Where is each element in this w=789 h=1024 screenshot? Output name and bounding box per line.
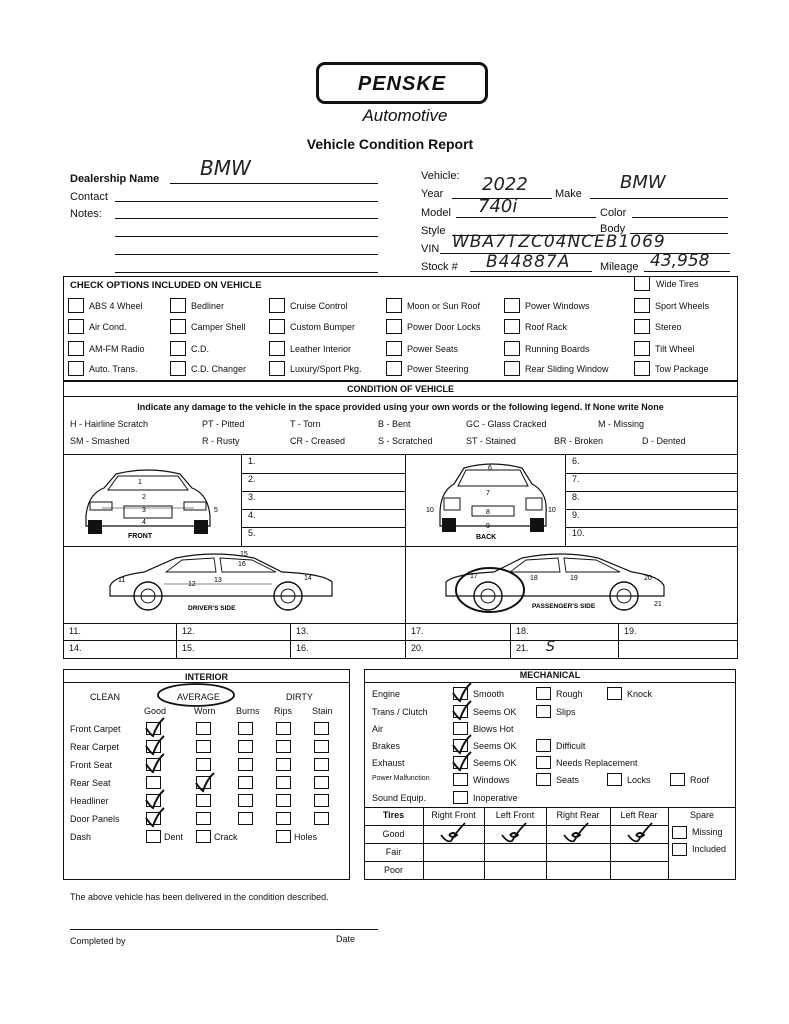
condition-divider [63,396,738,397]
interior-row-headliner: Headliner [70,796,109,806]
vin-value[interactable]: WBA7TZC04NCEB1069 [452,232,666,252]
tire-good-check-right-front [439,823,469,845]
mech-checkbox-engine-rough[interactable] [536,687,551,700]
diagram-bottom-line [63,623,738,624]
make-value[interactable]: BMW [620,172,666,193]
diagram-mid-line [63,546,738,547]
tires-col-left-front: Left Front [495,810,535,820]
spare-option-missing: Missing [692,827,723,837]
tires-col-left-rear: Left Rear [620,810,658,820]
mech-checkbox-brakes-difficult[interactable] [536,739,551,752]
option-checkbox-stereo[interactable] [634,319,650,334]
vehicle-heading: Vehicle: [421,170,460,182]
mech-row-power-malfunction: Power Malfunction [372,775,430,782]
passenger-label: PASSENGER'S SIDE [532,603,596,610]
num-row-divider-4 [510,623,511,659]
interior-checkbox-rear-carpet-worn[interactable] [196,740,211,753]
interior-checkbox-front-seat-stain[interactable] [314,758,329,771]
make-label: Make [555,188,582,200]
interior-row-dash: Dash [70,832,92,842]
mech-option-trans-clutch-seems-ok: Seems OK [473,707,517,717]
mech-checkbox-power-malfunction-locks[interactable] [607,773,622,786]
dash-label-crack: Crack [214,832,238,842]
mech-row-exhaust: Exhaust [372,758,405,768]
completed-by-line[interactable] [70,929,378,930]
mech-option-sound-equip-inoperative: Inoperative [473,793,518,803]
back-num-6: 6 [488,465,492,472]
num-cell-21[interactable]: 21. [516,643,529,653]
tires-row-good: Good [382,829,405,839]
legend-item-m-missing: M - Missing [598,419,645,429]
option-label-running-boards: Running Boards [525,344,590,354]
num-cell-17[interactable]: 17. [411,626,424,636]
interior-checkbox-front-carpet-burns[interactable] [238,722,253,735]
option-label-abs-4-wheel: ABS 4 Wheel [89,301,143,311]
spare-checkbox-included[interactable] [672,843,687,856]
clean-label: CLEAN [90,692,121,702]
option-label-power-door-locks: Power Door Locks [407,322,481,332]
option-checkbox-luxury-sport-pkg[interactable] [269,361,285,376]
logo-text: PENSKE [357,73,447,95]
front-num-4: 4 [142,519,146,526]
mech-checkbox-engine-knock[interactable] [607,687,622,700]
spare-checkbox-missing[interactable] [672,826,687,839]
back-num-10-left: 10 [426,507,434,514]
tires-col-right-front: Right Front [431,810,476,820]
option-checkbox-custom-bumper[interactable] [269,319,285,334]
entry-line-right-6[interactable] [565,473,738,474]
num-row-divider-3 [405,623,406,659]
pass-num-20: 20 [644,575,652,582]
driver-num-14: 14 [304,575,312,582]
pass-num-19: 19 [570,575,578,582]
mech-row-trans-clutch: Trans / Clutch [372,707,428,717]
option-checkbox-power-windows[interactable] [504,298,520,313]
notes-label: Notes: [70,208,102,220]
mech-option-air-blows-hot: Blows Hot [473,724,514,734]
legend-item-t-torn: T - Torn [290,419,321,429]
mech-checkbox-power-malfunction-windows[interactable] [453,773,468,786]
center-divider [405,454,406,623]
interior-good-check-front-carpet [144,718,166,738]
color-label: Color [600,207,627,219]
interior-checkbox-door-panels-stain[interactable] [314,812,329,825]
mech-check-engine [451,683,473,703]
mech-checkbox-sound-equip-inoperative[interactable] [453,791,468,804]
option-checkbox-leather-interior[interactable] [269,341,285,356]
entry-num-right-6: 6. [572,456,580,466]
tire-good-check-right-rear [562,823,592,845]
entry-line-right-7[interactable] [565,491,738,492]
interior-checkbox-door-panels-rips[interactable] [276,812,291,825]
car-back-diagram [426,462,566,542]
option-label-power-steering: Power Steering [407,364,469,374]
car-driver-side-diagram [104,552,344,620]
option-checkbox-bedliner[interactable] [170,298,186,313]
option-checkbox-camper-shell[interactable] [170,319,186,334]
entry-line-left-2[interactable] [241,491,405,492]
year-value[interactable]: 2022 [482,174,528,195]
option-checkbox-tilt-wheel[interactable] [634,341,650,356]
option-label-stereo: Stereo [655,322,682,332]
interior-good-check-front-seat [144,754,166,774]
front-num-5: 5 [214,507,218,514]
logo-subtitle: Automotive [362,106,448,125]
option-label-roof-rack: Roof Rack [525,322,568,332]
option-checkbox-roof-rack[interactable] [504,319,520,334]
entry-line-right-8[interactable] [565,509,738,510]
legend-item-s-scratched: S - Scratched [378,436,433,446]
mech-option-brakes-seems-ok: Seems OK [473,741,517,751]
mech-option-power-malfunction-locks: Locks [627,775,651,785]
option-checkbox-power-steering[interactable] [386,361,402,376]
contact-label: Contact [70,191,108,203]
interior-checkbox-rear-seat-rips[interactable] [276,776,291,789]
interior-checkbox-headliner-stain[interactable] [314,794,329,807]
option-label-moon-or-sun-roof: Moon or Sun Roof [407,301,481,311]
option-checkbox-power-door-locks[interactable] [386,319,402,334]
driver-label: DRIVER'S SIDE [188,605,236,612]
back-num-9: 9 [486,523,490,530]
option-label-auto-trans: Auto. Trans. [89,364,138,374]
driver-num-12: 12 [188,581,196,588]
legend-item-br-broken: BR - Broken [554,436,604,446]
option-checkbox-abs-4-wheel[interactable] [68,298,84,313]
interior-checkbox-front-carpet-worn[interactable] [196,722,211,735]
dirty-label: DIRTY [286,692,313,702]
legend-item-d-dented: D - Dented [642,436,686,446]
mech-option-engine-knock: Knock [627,689,653,699]
tires-col-tires: Tires [382,810,405,820]
interior-checkbox-rear-carpet-stain[interactable] [314,740,329,753]
mech-checkbox-air-blows-hot[interactable] [453,722,468,735]
mech-option-exhaust-needs-replacement: Needs Replacement [556,758,638,768]
options-heading: CHECK OPTIONS INCLUDED ON VEHICLE [70,280,262,291]
interior-col-worn: Worn [194,706,216,716]
interior-checkbox-front-seat-rips[interactable] [276,758,291,771]
entry-num-left-1: 1. [248,456,256,466]
color-line [632,217,728,218]
mech-option-engine-rough: Rough [556,689,583,699]
num-row-divider-1 [176,623,177,659]
mech-row-air: Air [372,724,383,734]
interior-checkbox-rear-seat-burns[interactable] [238,776,253,789]
option-checkbox-moon-or-sun-roof[interactable] [386,298,402,313]
page-title: Vehicle Condition Report [306,136,474,152]
option-label-sport-wheels: Sport Wheels [655,301,710,311]
front-label: FRONT [128,533,153,540]
contact-line[interactable] [115,201,378,202]
mech-checkbox-power-malfunction-roof[interactable] [670,773,685,786]
front-num-2: 2 [142,494,146,501]
option-checkbox-rear-sliding-window[interactable] [504,361,520,376]
front-num-1: 1 [138,479,142,486]
interior-col-rips: Rips [274,706,293,716]
entry-num-right-7: 7. [572,474,580,484]
entry-num-left-4: 4. [248,510,256,520]
entry-num-left-3: 3. [248,492,256,502]
average-circle-mark [156,682,236,708]
mileage-value[interactable]: 43,958 [650,251,710,271]
entry-line-right-9[interactable] [565,527,738,528]
dealership-label: Dealership Name [70,173,160,185]
dealership-line [170,183,378,184]
mech-option-trans-clutch-slips: Slips [556,707,576,717]
num-cell-14[interactable]: 14. [69,643,82,653]
legend-item-st-stained: ST - Stained [466,436,516,446]
condition-instructions: Indicate any damage to the vehicle in the space provided using your own words or the following legend. If None write None [137,402,664,412]
mech-check-exhaust [451,752,473,772]
option-checkbox-c-d-changer[interactable] [170,361,186,376]
num-cell-11[interactable]: 11. [69,626,81,636]
option-checkbox-sport-wheels[interactable] [634,298,650,313]
style-label: Style [421,225,446,237]
option-label-air-cond: Air Cond. [89,322,127,332]
interior-checkbox-rear-carpet-rips[interactable] [276,740,291,753]
pass-num-21: 21 [654,601,662,608]
body-label: Body [600,223,626,235]
option-checkbox-running-boards[interactable] [504,341,520,356]
option-label-camper-shell: Camper Shell [191,322,246,332]
back-label: BACK [476,534,497,541]
front-num-3: 3 [142,507,146,514]
back-num-7: 7 [486,490,490,497]
notes-line-3[interactable] [115,254,378,255]
option-label-am-fm-radio: AM-FM Radio [89,344,145,354]
date-label: Date [336,934,356,944]
wide-tires-label: Wide Tires [656,279,699,289]
interior-checkbox-rear-seat-stain[interactable] [314,776,329,789]
mech-row-brakes: Brakes [372,741,401,751]
interior-good-check-headliner [144,790,166,810]
interior-checkbox-door-panels-worn[interactable] [196,812,211,825]
num-cell-19[interactable]: 19. [624,626,637,636]
num-row-divider-5 [618,623,619,659]
tires-col-spare: Spare [689,810,715,820]
vin-label: VIN [421,243,440,255]
driver-num-16: 16 [238,561,246,568]
completed-by-label: Completed by [70,936,126,946]
front-divider [241,454,242,546]
notes-line-2[interactable] [115,236,378,237]
interior-col-burns: Burns [236,706,260,716]
dash-checkbox-dent[interactable] [146,830,161,843]
num-row-divider-2 [290,623,291,659]
option-checkbox-cruise-control[interactable] [269,298,285,313]
interior-col-stain: Stain [312,706,333,716]
option-checkbox-c-d[interactable] [170,341,186,356]
driver-num-11: 11 [118,577,126,584]
mech-check-trans-clutch [451,701,473,721]
back-num-8: 8 [486,509,490,516]
legend-item-cr-creased: CR - Creased [290,436,346,446]
dash-checkbox-holes[interactable] [276,830,291,843]
legend-item-r-rusty: R - Rusty [202,436,240,446]
option-label-tilt-wheel: Tilt Wheel [655,344,695,354]
average-label: AVERAGE [177,692,220,702]
model-line [456,217,596,218]
option-checkbox-auto-trans[interactable] [68,361,84,376]
legend-item-h-hairline-scratch: H - Hairline Scratch [70,419,149,429]
option-checkbox-power-seats[interactable] [386,341,402,356]
entry-21-value[interactable]: S [546,639,555,655]
legend-item-gc-glass-cracked: GC - Glass Cracked [466,419,547,429]
driver-num-15: 15 [240,551,248,558]
entry-num-right-10: 10. [572,528,585,538]
option-label-tow-package: Tow Package [655,364,709,374]
mech-option-brakes-difficult: Difficult [556,741,586,751]
wide-tires-checkbox[interactable] [634,276,650,291]
num-cell-15[interactable]: 15. [182,643,195,653]
option-label-power-windows: Power Windows [525,301,590,311]
driver-num-13: 13 [214,577,222,584]
tires-col-right-rear: Right Rear [556,810,600,820]
interior-worn-check-rear-seat [194,773,216,793]
option-checkbox-air-cond[interactable] [68,319,84,334]
stock-label: Stock # [421,261,458,273]
interior-good-check-rear-carpet [144,736,166,756]
interior-row-door-panels: Door Panels [70,814,120,824]
mech-checkbox-power-malfunction-seats[interactable] [536,773,551,786]
option-label-luxury-sport-pkg: Luxury/Sport Pkg. [290,364,362,374]
entry-num-right-9: 9. [572,510,580,520]
interior-row-front-seat: Front Seat [70,760,113,770]
interior-checkbox-front-seat-worn[interactable] [196,758,211,771]
entry-num-left-2: 2. [248,474,256,484]
mech-row-engine: Engine [372,689,401,699]
option-checkbox-tow-package[interactable] [634,361,650,376]
entry-line-left-4[interactable] [241,527,405,528]
interior-checkbox-front-seat-burns[interactable] [238,758,253,771]
legend-item-b-bent: B - Bent [378,419,411,429]
mechanical-heading-divider [364,682,736,683]
mechanical-heading: MECHANICAL [519,670,581,680]
interior-checkbox-headliner-burns[interactable] [238,794,253,807]
option-checkbox-am-fm-radio[interactable] [68,341,84,356]
condition-heading: CONDITION OF VEHICLE [346,384,454,394]
mech-option-power-malfunction-seats: Seats [556,775,580,785]
interior-checkbox-door-panels-burns[interactable] [238,812,253,825]
pass-num-17: 17 [470,573,478,580]
dealership-value[interactable]: BMW [200,156,251,180]
dash-checkbox-crack[interactable] [196,830,211,843]
num-cell-12[interactable]: 12. [182,626,195,636]
entry-line-left-3[interactable] [241,509,405,510]
interior-checkbox-headliner-rips[interactable] [276,794,291,807]
model-value[interactable]: 740i [478,196,518,217]
legend-item-pt-pitted: PT - Pitted [202,419,245,429]
tires-row-fair: Fair [385,847,402,857]
tires-top-line [364,807,736,808]
entry-mid-line [63,640,738,641]
dash-label-dent: Dent [164,832,184,842]
mech-checkbox-trans-clutch-slips[interactable] [536,705,551,718]
spare-option-included: Included [692,844,727,854]
pass-num-18: 18 [530,575,538,582]
option-label-cruise-control: Cruise Control [290,301,348,311]
penske-logo [316,62,488,104]
tires-row-line-3 [364,861,668,862]
option-label-rear-sliding-window: Rear Sliding Window [525,364,609,374]
entry-num-left-5: 5. [248,528,256,538]
year-label: Year [421,188,444,200]
option-label-bedliner: Bedliner [191,301,225,311]
back-num-10-right: 10 [548,507,556,514]
mech-checkbox-exhaust-needs-replacement[interactable] [536,756,551,769]
interior-checkbox-headliner-worn[interactable] [196,794,211,807]
mileage-label: Mileage [600,261,639,273]
interior-checkbox-front-carpet-rips[interactable] [276,722,291,735]
tire-good-check-left-front [500,823,530,845]
car-passenger-side-diagram [442,552,672,620]
num-cell-16[interactable]: 16. [296,643,309,653]
option-label-custom-bumper: Custom Bumper [290,322,356,332]
option-label-power-seats: Power Seats [407,344,459,354]
interior-checkbox-rear-seat-good[interactable] [146,776,161,789]
interior-row-rear-carpet: Rear Carpet [70,742,120,752]
model-label: Model [421,207,451,219]
mech-option-power-malfunction-windows: Windows [473,775,510,785]
mech-option-power-malfunction-roof: Roof [690,775,710,785]
entry-num-right-8: 8. [572,492,580,502]
interior-row-front-carpet: Front Carpet [70,724,121,734]
interior-col-good: Good [144,706,167,716]
legend-item-sm-smashed: SM - Smashed [70,436,130,446]
num-cell-20[interactable]: 20. [411,643,424,653]
option-label-c-d: C.D. [191,344,209,354]
interior-good-check-door-panels [144,808,166,828]
diagram-top-line [63,454,738,455]
num-cell-13[interactable]: 13. [296,626,309,636]
option-label-c-d-changer: C.D. Changer [191,364,247,374]
notes-line-1[interactable] [115,218,378,219]
entry-line-left-1[interactable] [241,473,405,474]
delivery-statement: The above vehicle has been delivered in the condition described. [70,892,329,902]
interior-heading: INTERIOR [184,672,228,682]
dash-label-holes: Holes [294,832,318,842]
stock-value[interactable]: B44887A [486,252,571,272]
interior-row-rear-seat: Rear Seat [70,778,111,788]
mileage-line [644,271,730,272]
interior-checkbox-front-carpet-stain[interactable] [314,722,329,735]
mech-option-exhaust-seems-ok: Seems OK [473,758,517,768]
mech-option-engine-smooth: Smooth [473,689,505,699]
make-line [590,198,728,199]
tire-good-check-left-rear [626,823,656,845]
tires-row-poor: Poor [383,865,403,875]
interior-checkbox-rear-carpet-burns[interactable] [238,740,253,753]
notes-line-4[interactable] [115,272,378,273]
mech-row-sound-equip: Sound Equip. [372,793,427,803]
num-cell-18[interactable]: 18. [516,626,529,636]
car-front-diagram [76,468,226,543]
option-label-leather-interior: Leather Interior [290,344,352,354]
